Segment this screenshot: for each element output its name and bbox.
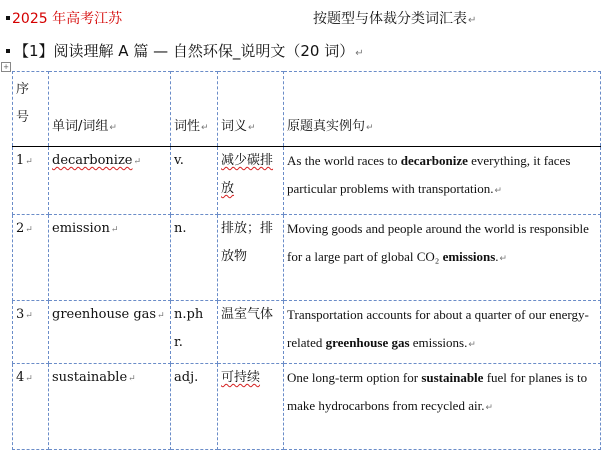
column-header-word: [49, 72, 171, 147]
row-example: [284, 147, 601, 215]
row-word: [49, 364, 171, 450]
row-pos-text: n.phr.: [174, 307, 204, 350]
cell-end-mark-icon: ↵: [494, 185, 503, 195]
cell-end-mark-icon: ↵: [128, 374, 136, 384]
column-header-seq-text: 序号: [16, 82, 30, 125]
example-keyword: decarbonize: [400, 153, 468, 168]
row-example: [284, 364, 601, 450]
row-seq-text: 4: [16, 370, 25, 385]
row-meaning-text: 温室气体: [221, 307, 274, 322]
row-pos: [171, 364, 218, 450]
example-text-before: Transportation accounts for about a quarter of our energy-related: [287, 307, 589, 350]
example-text-after: .: [495, 249, 499, 264]
cell-end-mark-icon: ↵: [109, 123, 117, 133]
cell-end-mark-icon: ↵: [25, 311, 33, 321]
row-example: [284, 301, 601, 364]
cell-end-mark-icon: ↵: [157, 311, 165, 321]
cell-end-mark-icon: ↵: [366, 123, 374, 133]
row-meaning-text: 减少碳排放: [221, 153, 274, 196]
column-header-pos: [171, 72, 218, 147]
row-pos: [171, 215, 218, 301]
column-header-example-text: 原题真实例句: [287, 119, 366, 134]
row-seq: [13, 147, 49, 215]
column-header-pos-text: 词性: [174, 119, 201, 134]
row-pos-text: adj.: [174, 370, 199, 385]
document-title-text: 按题型与体裁分类词汇表: [313, 11, 467, 27]
row-word-text: sustainable: [52, 370, 128, 385]
row-meaning: [218, 215, 284, 301]
column-header-seq: [13, 72, 49, 147]
example-text-after: emissions.: [409, 335, 468, 350]
cell-end-mark-icon: ↵: [133, 157, 142, 167]
row-meaning: [218, 301, 284, 364]
cell-end-mark-icon: ↵: [248, 123, 256, 133]
example-text-before: One long-term option for: [287, 370, 422, 385]
section-heading-text: 【1】阅读理解 A 篇 — 自然环保_说明文（20 词）: [14, 42, 355, 60]
column-header-word-text: 单词/词组: [52, 119, 109, 134]
row-pos: [171, 301, 218, 364]
document-title: [313, 8, 476, 28]
cell-end-mark-icon: ↵: [468, 339, 476, 349]
row-word-text: greenhouse gas: [52, 307, 157, 322]
example-keyword: sustainable: [421, 370, 484, 385]
row-pos: [171, 147, 218, 215]
row-word: [49, 301, 171, 364]
row-pos-text: n.: [174, 221, 187, 236]
table-move-handle-icon[interactable]: +: [1, 62, 11, 72]
column-header-meaning-text: 词义: [221, 119, 248, 134]
table-row: [13, 147, 601, 215]
table-row: [13, 364, 601, 450]
section-heading: [6, 40, 364, 61]
row-word-text: decarbonize: [52, 153, 133, 168]
example-keyword: greenhouse gas: [325, 335, 410, 350]
paragraph-mark-icon: ↵: [468, 15, 477, 26]
bullet-icon: [6, 16, 10, 20]
row-meaning-text: 排放；排放物: [221, 221, 274, 264]
cell-end-mark-icon: ↵: [25, 157, 33, 167]
example-keyword: emissions: [442, 249, 496, 264]
row-seq-text: 3: [16, 307, 25, 322]
cell-end-mark-icon: ↵: [201, 123, 209, 133]
example-text-before: As the world races to: [287, 153, 401, 168]
column-header-example: [284, 72, 601, 147]
cell-end-mark-icon: ↵: [110, 225, 119, 235]
row-meaning: [218, 364, 284, 450]
row-meaning-text: 可持续: [221, 370, 261, 385]
cell-end-mark-icon: ↵: [25, 225, 33, 235]
table-row: [13, 215, 601, 301]
cell-end-mark-icon: ↵: [485, 402, 493, 412]
cell-end-mark-icon: ↵: [499, 253, 508, 263]
table-row: [13, 301, 601, 364]
row-word: [49, 215, 171, 301]
example-text-before: Moving goods and people around the world is responsible for a large part of global CO₂: [287, 221, 589, 264]
row-word-text: emission: [52, 221, 110, 236]
paragraph-mark-icon: ↵: [355, 48, 364, 59]
bullet-icon: [6, 49, 10, 53]
row-meaning: [218, 147, 284, 215]
vocabulary-table: [12, 71, 601, 450]
row-seq-text: 1: [16, 153, 25, 168]
column-header-meaning: [218, 72, 284, 147]
row-pos-text: v.: [174, 153, 184, 168]
row-example: [284, 215, 601, 301]
cell-end-mark-icon: ↵: [25, 374, 33, 384]
exam-title: 2025 年高考江苏: [12, 11, 123, 27]
row-seq-text: 2: [16, 221, 25, 236]
row-seq: [13, 215, 49, 301]
row-seq: [13, 301, 49, 364]
document-header: [6, 8, 596, 28]
row-seq: [13, 364, 49, 450]
row-word: [49, 147, 171, 215]
table-header-row: [13, 72, 601, 147]
example-text-after: fuel for planes is to make hydrocarbons from recycled air.: [287, 370, 588, 413]
example-text-after: everything, it faces particular problems with transportation.: [287, 153, 571, 196]
